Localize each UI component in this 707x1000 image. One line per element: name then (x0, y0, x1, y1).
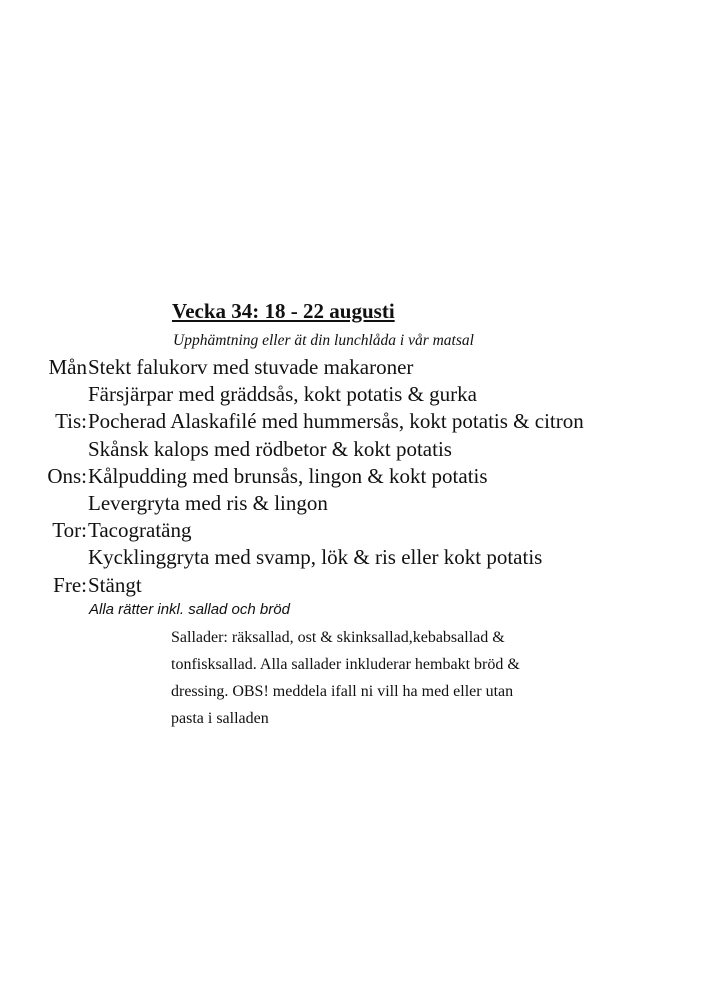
salad-line: tonfisksallad. Alla sallader inkluderar hembakt bröd & (171, 656, 520, 673)
salad-line: dressing. OBS! meddela ifall ni vill ha med eller utan (171, 683, 514, 700)
dish-text: Skånsk kalops med rödbetor & kokt potatis (88, 436, 452, 461)
includes-note: Alla rätter inkl. sallad och bröd (89, 601, 290, 618)
menu-row (0, 381, 707, 408)
salad-line: Sallader: räksallad, ost & skinksallad,kebabsallad & (171, 629, 505, 646)
salad-line: pasta i salladen (171, 710, 269, 727)
dish-text: Stekt falukorv med stuvade makaroner (88, 355, 414, 379)
menu-row (0, 517, 707, 544)
menu-row (0, 436, 707, 463)
menu-list (0, 354, 707, 599)
dish-text: Kålpudding med brunsås, lingon & kokt potatis (88, 463, 488, 488)
dish-text: Kycklinggryta med svamp, lök & ris eller kokt potatis (88, 545, 543, 570)
day-label: Ons: (47, 463, 87, 488)
dish-text: Stängt (88, 572, 142, 597)
pickup-subtitle: Upphämtning eller ät din lunchlåda i vår matsal (173, 332, 474, 349)
dish-text: Levergryta med ris & lingon (88, 490, 328, 515)
menu-row (0, 463, 707, 490)
menu-row (0, 572, 707, 599)
dish-text: Tacogratäng (88, 518, 192, 543)
day-label: Fre: (53, 572, 87, 597)
week-title: Vecka 34: 18 - 22 augusti (172, 299, 395, 323)
dish-text: Pocherad Alaskafilé med hummersås, kokt potatis & citron (88, 409, 584, 434)
day-label: Mån (48, 355, 87, 379)
day-label: Tis: (55, 409, 87, 434)
day-label: Tor: (52, 518, 87, 543)
menu-row (0, 408, 707, 435)
menu-row (0, 354, 707, 381)
dish-text: Färsjärpar med gräddsås, kokt potatis & gurka (88, 382, 477, 407)
menu-row (0, 544, 707, 571)
salad-info (171, 624, 520, 732)
menu-row (0, 490, 707, 517)
